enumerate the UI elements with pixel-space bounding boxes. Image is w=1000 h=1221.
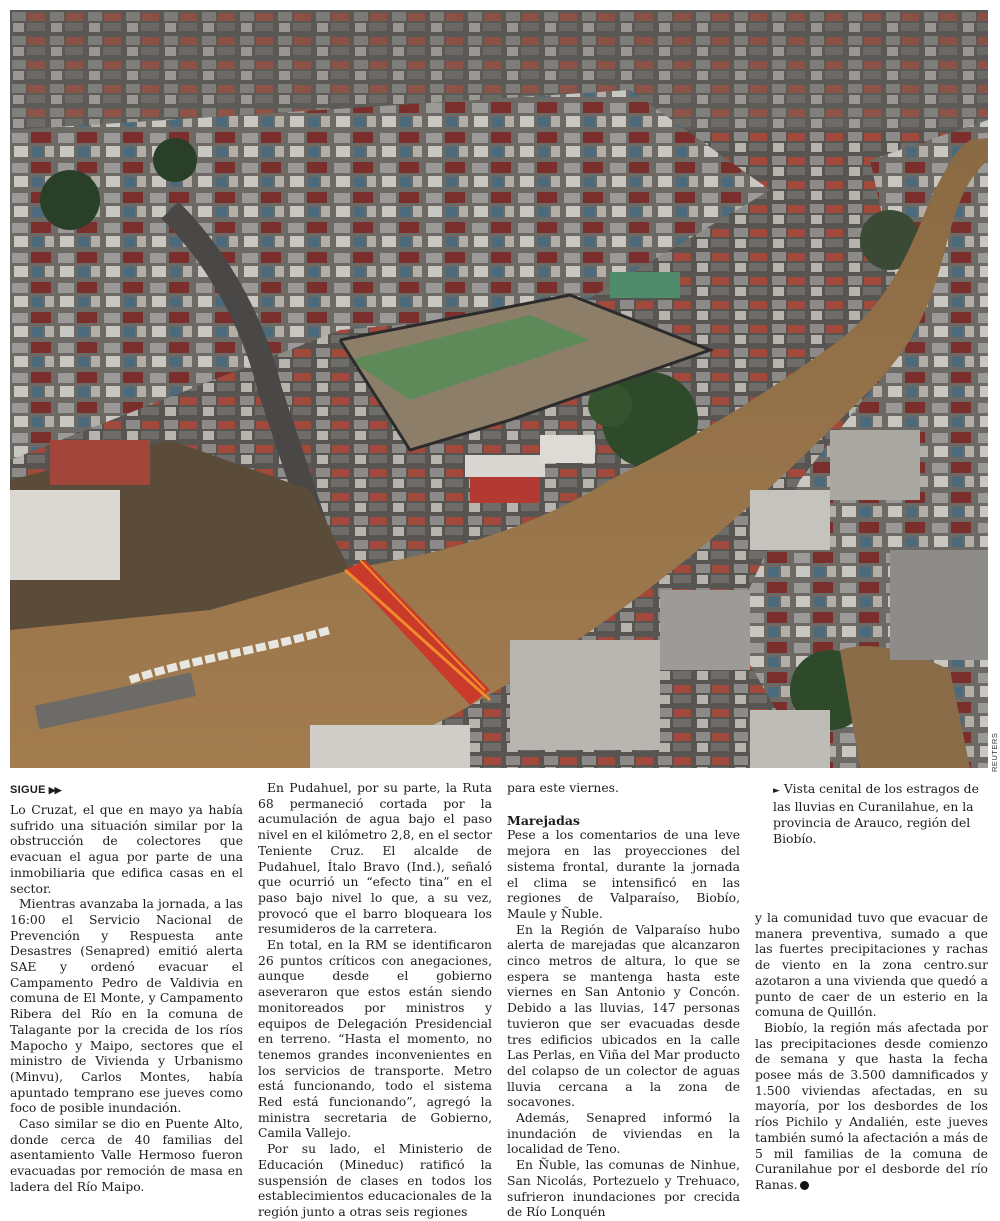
aerial-flood-photo	[10, 10, 988, 768]
continued-text: SIGUE	[10, 784, 46, 796]
paragraph: Además, Senapred informó la inundación de viviendas en la localidad de Teno.	[507, 1111, 740, 1157]
paragraph: y la comunidad tuvo que evacuar de manera preventiva, sumado a que las fuertes precipitaciones y rachas de viento en la zona centro.sur azotaron a una vivienda que quedó a punto de caer de un esterio en la comuna de Quillón.	[755, 911, 988, 1020]
paragraph: Por su lado, el Ministerio de Educación (Mineduc) ratificó la suspensión de clases en todos los establecimientos educacionales de la región junto a otras seis regiones	[258, 1142, 492, 1219]
caption-marker-icon: ►	[773, 786, 780, 796]
article-column-3	[507, 781, 740, 1221]
paragraph: En Ñuble, las comunas de Ninhue, San Nicolás, Portezuelo y Trehuaco, sufrieron inundaciones por crecida de Río Lonquén	[507, 1158, 740, 1220]
article-column-2	[258, 781, 492, 1221]
end-of-article-icon	[800, 1181, 809, 1190]
photo-credit-text: REUTERS	[990, 732, 999, 772]
article-column-4	[755, 911, 988, 1194]
photo-caption	[773, 781, 988, 847]
paragraph: En Pudahuel, por su parte, la Ruta 68 permaneció cortada por la acumulación de agua bajo el paso nivel en el kilómetro 2,8, en el sector Teniente Cruz. El alcalde de Pudahuel, Ítalo Bravo (Ind.), señaló que ocurrió un “efecto tina” en el paso bajo nivel lo que, a su vez, provocó que el barro bloqueara los resumideros de la carretera.	[258, 781, 492, 937]
paragraph: Pese a los comentarios de una leve mejora en las proyecciones del sistema frontal, durante la jornada el clima se intensificó en las regiones de Valparaíso, Biobío, Maule y Ñuble.	[507, 828, 740, 921]
paragraph: Caso similar se dio en Puente Alto, donde cerca de 40 familias del asentamiento Valle Hermoso fueron evacuadas por remoción de masa en ladera del Río Maipo.	[10, 1117, 243, 1194]
paragraph-text: Biobío, la región más afectada por las precipitaciones desde comienzo de semana y que hasta la fecha posee más de 3.500 damnificados y 1.500 viviendas afectadas, en su mayoría, por los desbordes de los ríos Pichilo y Andalién, este jueves también sumó la afectación a más de 5 mil familias de la comuna de Curanilahue por el desborde del río Ranas.	[755, 1020, 988, 1192]
continued-label	[10, 781, 243, 800]
article-column-1	[10, 781, 243, 1196]
paragraph: Mientras avanzaba la jornada, a las 16:00 el Servicio Nacional de Prevención y Respuesta ante Desastres (Senapred) emitió alerta SAE y ordenó evacuar el Campamento Pedro de Valdivia en comuna de El Monte, y Campamento Ribera del Río en la comuna de Talagante por la crecida de los ríos Mapocho y Maipo, sectores que el ministro de Vivienda y Urbanismo (Minvu), Carlos Montes, había apuntado temprano ese jueves como foco de posible inundación.	[10, 897, 243, 1116]
section-subhead: Marejadas	[507, 812, 580, 828]
paragraph: para este viernes.	[507, 781, 619, 795]
paragraph	[755, 1021, 988, 1194]
caption-text: Vista cenital de los estragos de las lluvias en Curanilahue, en la provincia de Arauco, región del Biobío.	[773, 782, 979, 846]
photo-illustration	[10, 10, 988, 768]
paragraph: Lo Cruzat, el que en mayo ya había sufrido una situación similar por la obstrucción de colectores que evacuan el agua por parte de una inmobiliaria que edifica casas en el sector.	[10, 803, 243, 896]
paragraph: En la Región de Valparaíso hubo alerta de marejadas que alcanzaron cinco metros de altura, lo que se espera se mantenga hasta este viernes en San Antonio y Concón. Debido a las lluvias, 147 personas tuvieron que ser evacuadas desde tres edificios ubicados en la calle Las Perlas, en Viña del Mar producto del colapso de un colector de aguas lluvia cercana a la zona de socavones.	[507, 922, 740, 1110]
continued-arrows-icon: ▶▶	[48, 785, 61, 795]
paragraph: En total, en la RM se identificaron 26 puntos críticos con anegaciones, aunque desde el gobierno aseveraron que estos están siendo monitoreados por ministros y equipos de Delegación Presidencial en terreno. “Hasta el momento, no tenemos grandes inconvenientes en los servicios de transporte. Metro está funcionando, todo el sistema Red está funcionando”, agregó la ministra secretaria de Gobierno, Camila Vallejo.	[258, 938, 492, 1141]
